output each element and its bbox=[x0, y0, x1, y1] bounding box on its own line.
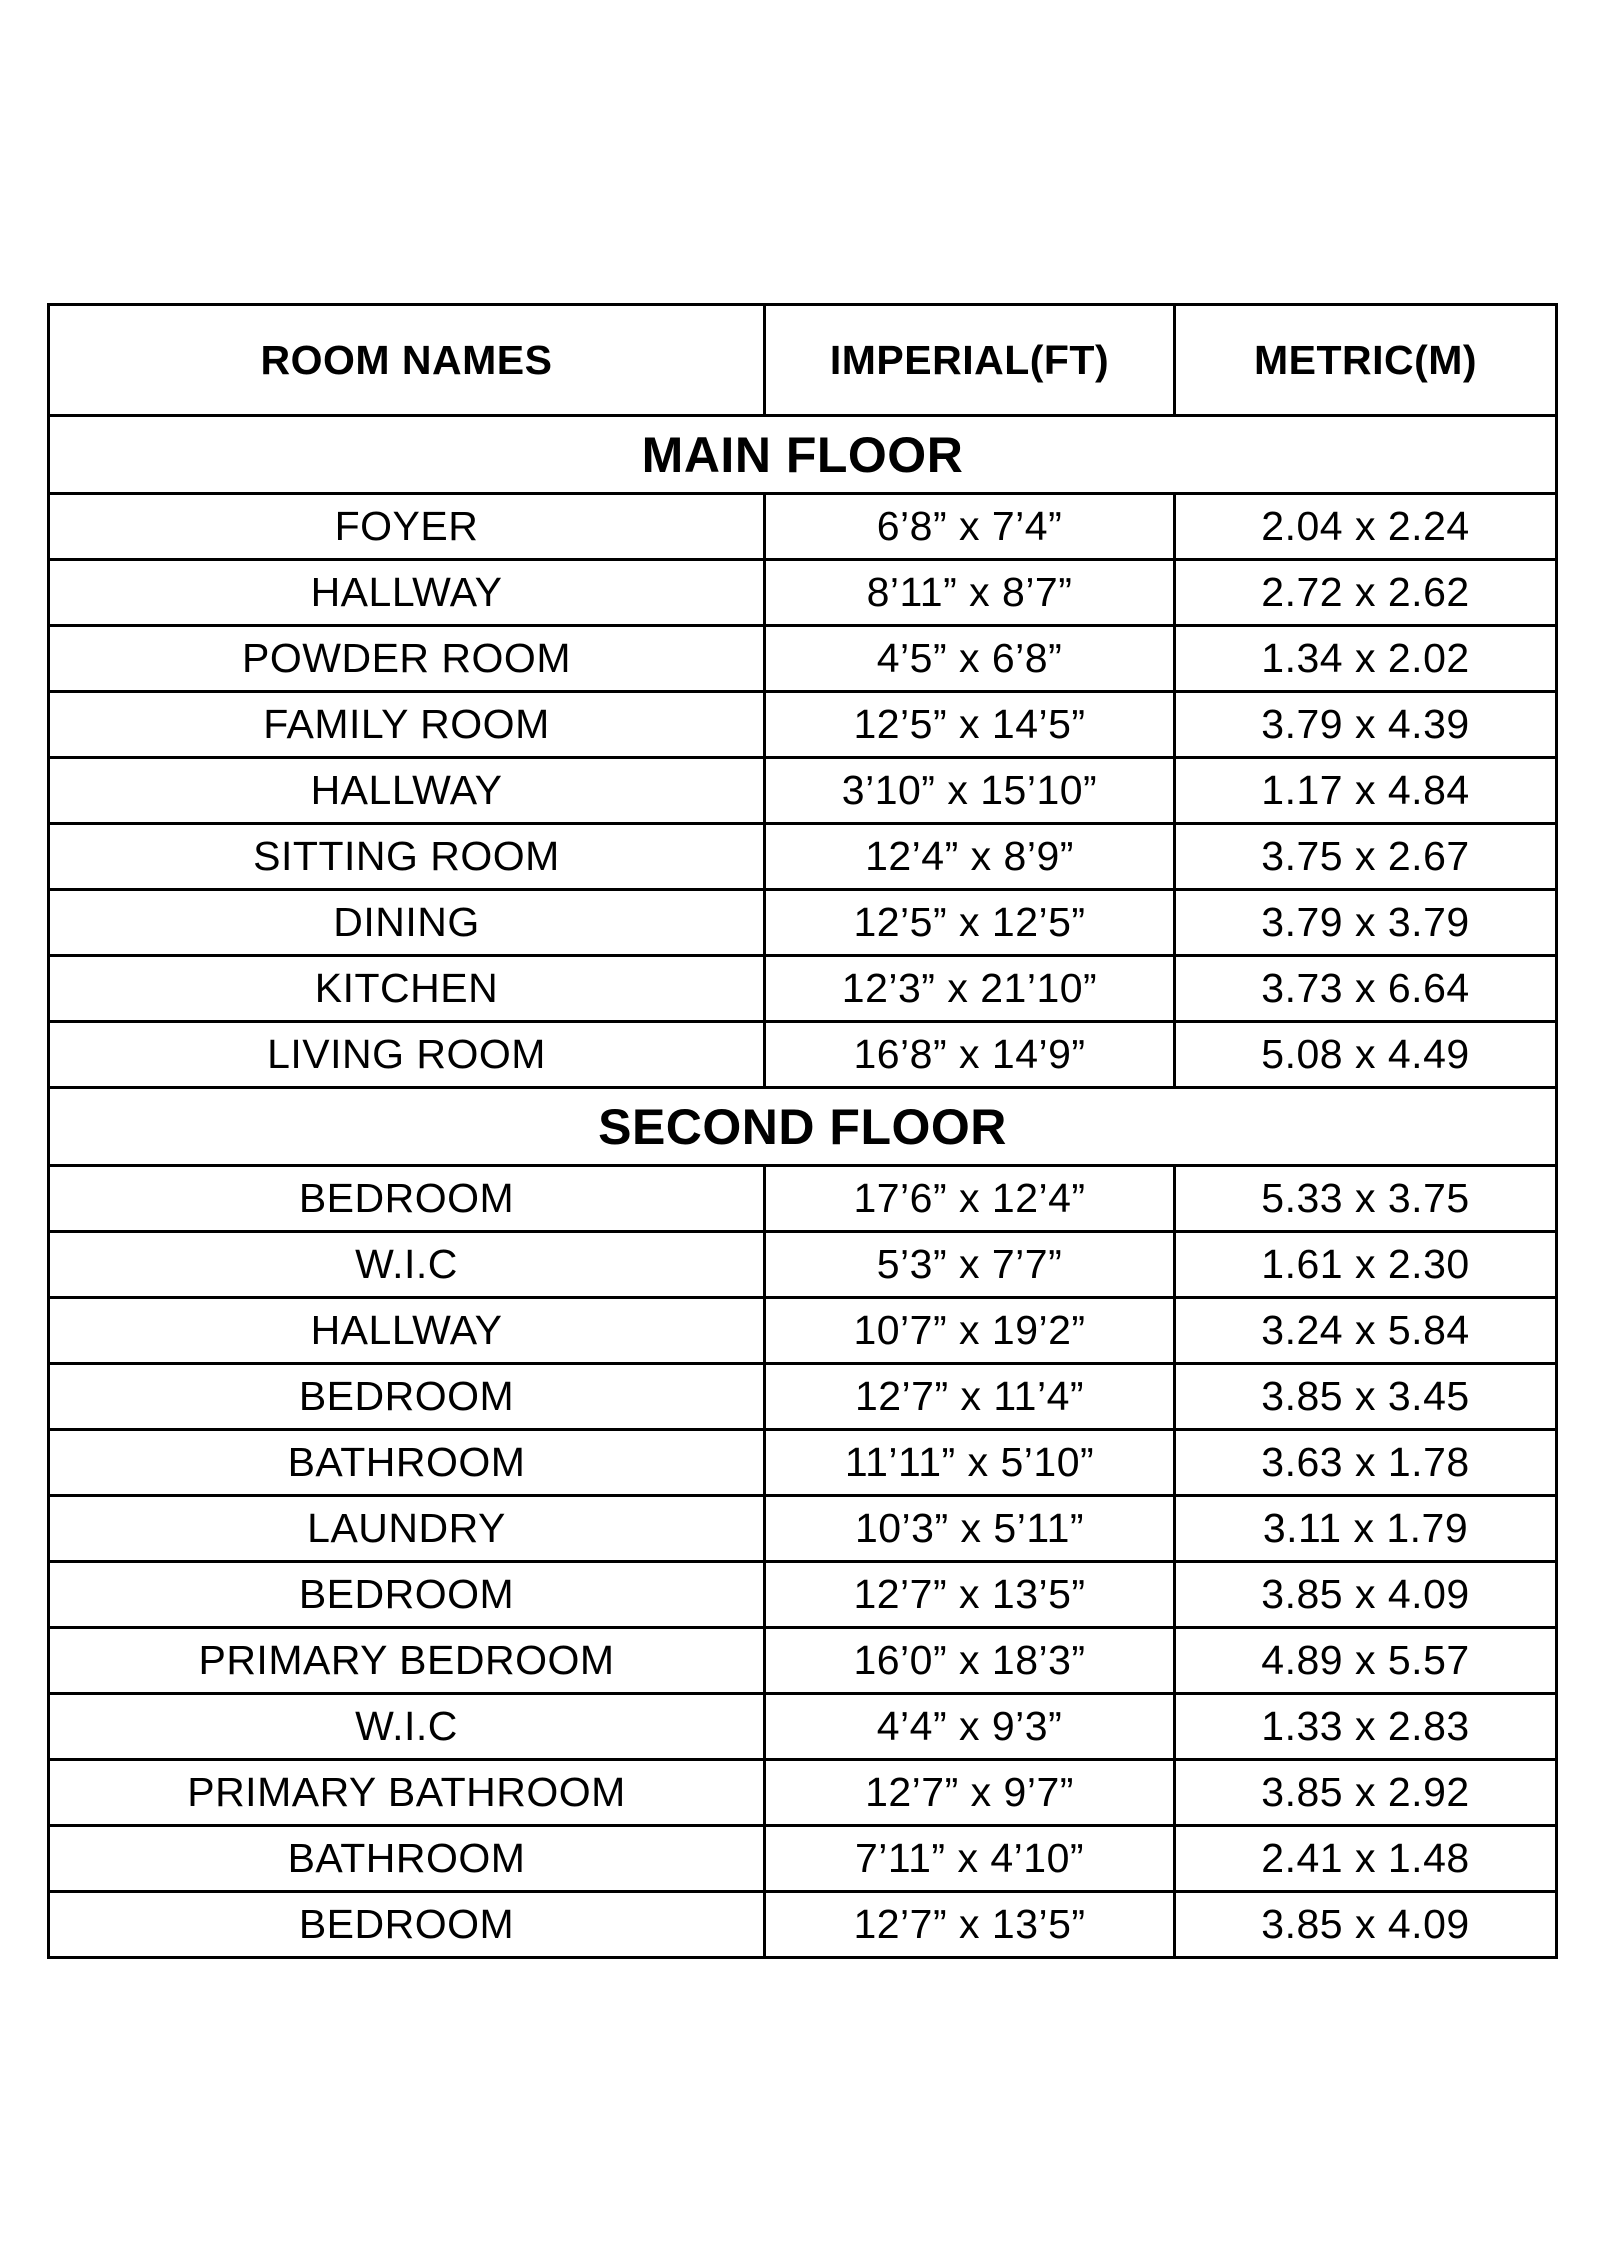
imperial-dimensions-cell: 16’0” x 18’3” bbox=[765, 1628, 1175, 1694]
table-row bbox=[49, 1364, 1557, 1430]
metric-dimensions-cell: 1.34 x 2.02 bbox=[1175, 626, 1557, 692]
table-row bbox=[49, 494, 1557, 560]
metric-dimensions-cell: 5.08 x 4.49 bbox=[1175, 1022, 1557, 1088]
room-name-cell: FAMILY ROOM bbox=[49, 692, 765, 758]
imperial-dimensions-cell: 4’4” x 9’3” bbox=[765, 1694, 1175, 1760]
metric-dimensions-cell: 3.85 x 4.09 bbox=[1175, 1892, 1557, 1958]
table-row bbox=[49, 1430, 1557, 1496]
column-header-imperial: IMPERIAL(FT) bbox=[765, 305, 1175, 416]
table-row bbox=[49, 1628, 1557, 1694]
table-row bbox=[49, 824, 1557, 890]
column-header-room-names: ROOM NAMES bbox=[49, 305, 765, 416]
room-name-cell: W.I.C bbox=[49, 1232, 765, 1298]
room-name-cell: PRIMARY BEDROOM bbox=[49, 1628, 765, 1694]
room-name-cell: FOYER bbox=[49, 494, 765, 560]
room-name-cell: POWDER ROOM bbox=[49, 626, 765, 692]
imperial-dimensions-cell: 5’3” x 7’7” bbox=[765, 1232, 1175, 1298]
room-name-cell: BEDROOM bbox=[49, 1562, 765, 1628]
table-row bbox=[49, 1826, 1557, 1892]
imperial-dimensions-cell: 11’11” x 5’10” bbox=[765, 1430, 1175, 1496]
imperial-dimensions-cell: 12’5” x 12’5” bbox=[765, 890, 1175, 956]
table-row bbox=[49, 1562, 1557, 1628]
metric-dimensions-cell: 3.79 x 3.79 bbox=[1175, 890, 1557, 956]
metric-dimensions-cell: 3.79 x 4.39 bbox=[1175, 692, 1557, 758]
room-name-cell: DINING bbox=[49, 890, 765, 956]
metric-dimensions-cell: 2.41 x 1.48 bbox=[1175, 1826, 1557, 1892]
metric-dimensions-cell: 3.75 x 2.67 bbox=[1175, 824, 1557, 890]
metric-dimensions-cell: 2.04 x 2.24 bbox=[1175, 494, 1557, 560]
column-header-metric: METRIC(M) bbox=[1175, 305, 1557, 416]
imperial-dimensions-cell: 12’5” x 14’5” bbox=[765, 692, 1175, 758]
table-row bbox=[49, 1232, 1557, 1298]
room-name-cell: SITTING ROOM bbox=[49, 824, 765, 890]
imperial-dimensions-cell: 12’7” x 13’5” bbox=[765, 1892, 1175, 1958]
imperial-dimensions-cell: 8’11” x 8’7” bbox=[765, 560, 1175, 626]
imperial-dimensions-cell: 12’4” x 8’9” bbox=[765, 824, 1175, 890]
room-name-cell: HALLWAY bbox=[49, 1298, 765, 1364]
metric-dimensions-cell: 3.73 x 6.64 bbox=[1175, 956, 1557, 1022]
room-name-cell: BEDROOM bbox=[49, 1892, 765, 1958]
table-row bbox=[49, 626, 1557, 692]
room-dimensions-table bbox=[47, 303, 1558, 1959]
table-header-row bbox=[49, 305, 1557, 416]
room-name-cell: KITCHEN bbox=[49, 956, 765, 1022]
imperial-dimensions-cell: 16’8” x 14’9” bbox=[765, 1022, 1175, 1088]
metric-dimensions-cell: 1.17 x 4.84 bbox=[1175, 758, 1557, 824]
metric-dimensions-cell: 3.11 x 1.79 bbox=[1175, 1496, 1557, 1562]
table-row bbox=[49, 1892, 1557, 1958]
table-row bbox=[49, 560, 1557, 626]
room-name-cell: LIVING ROOM bbox=[49, 1022, 765, 1088]
imperial-dimensions-cell: 17’6” x 12’4” bbox=[765, 1166, 1175, 1232]
metric-dimensions-cell: 3.24 x 5.84 bbox=[1175, 1298, 1557, 1364]
imperial-dimensions-cell: 6’8” x 7’4” bbox=[765, 494, 1175, 560]
room-name-cell: BATHROOM bbox=[49, 1826, 765, 1892]
imperial-dimensions-cell: 12’7” x 13’5” bbox=[765, 1562, 1175, 1628]
imperial-dimensions-cell: 4’5” x 6’8” bbox=[765, 626, 1175, 692]
imperial-dimensions-cell: 3’10” x 15’10” bbox=[765, 758, 1175, 824]
table-row bbox=[49, 1760, 1557, 1826]
section-row bbox=[49, 416, 1557, 494]
room-name-cell: LAUNDRY bbox=[49, 1496, 765, 1562]
imperial-dimensions-cell: 12’7” x 11’4” bbox=[765, 1364, 1175, 1430]
table-row bbox=[49, 1496, 1557, 1562]
imperial-dimensions-cell: 10’7” x 19’2” bbox=[765, 1298, 1175, 1364]
table-row bbox=[49, 1298, 1557, 1364]
room-name-cell: PRIMARY BATHROOM bbox=[49, 1760, 765, 1826]
room-name-cell: BEDROOM bbox=[49, 1364, 765, 1430]
imperial-dimensions-cell: 10’3” x 5’11” bbox=[765, 1496, 1175, 1562]
table-row bbox=[49, 692, 1557, 758]
imperial-dimensions-cell: 7’11” x 4’10” bbox=[765, 1826, 1175, 1892]
metric-dimensions-cell: 3.85 x 2.92 bbox=[1175, 1760, 1557, 1826]
table-row bbox=[49, 1022, 1557, 1088]
metric-dimensions-cell: 4.89 x 5.57 bbox=[1175, 1628, 1557, 1694]
section-title: SECOND FLOOR bbox=[49, 1088, 1557, 1166]
table-row bbox=[49, 1166, 1557, 1232]
section-title: MAIN FLOOR bbox=[49, 416, 1557, 494]
metric-dimensions-cell: 2.72 x 2.62 bbox=[1175, 560, 1557, 626]
room-name-cell: HALLWAY bbox=[49, 560, 765, 626]
metric-dimensions-cell: 3.63 x 1.78 bbox=[1175, 1430, 1557, 1496]
metric-dimensions-cell: 3.85 x 3.45 bbox=[1175, 1364, 1557, 1430]
metric-dimensions-cell: 5.33 x 3.75 bbox=[1175, 1166, 1557, 1232]
metric-dimensions-cell: 1.61 x 2.30 bbox=[1175, 1232, 1557, 1298]
room-name-cell: W.I.C bbox=[49, 1694, 765, 1760]
imperial-dimensions-cell: 12’3” x 21’10” bbox=[765, 956, 1175, 1022]
table-row bbox=[49, 890, 1557, 956]
metric-dimensions-cell: 1.33 x 2.83 bbox=[1175, 1694, 1557, 1760]
room-name-cell: BATHROOM bbox=[49, 1430, 765, 1496]
room-dimensions-sheet bbox=[47, 303, 1555, 1959]
table-row bbox=[49, 956, 1557, 1022]
table-row bbox=[49, 758, 1557, 824]
metric-dimensions-cell: 3.85 x 4.09 bbox=[1175, 1562, 1557, 1628]
imperial-dimensions-cell: 12’7” x 9’7” bbox=[765, 1760, 1175, 1826]
table-body bbox=[49, 416, 1557, 1958]
room-name-cell: HALLWAY bbox=[49, 758, 765, 824]
table-row bbox=[49, 1694, 1557, 1760]
room-name-cell: BEDROOM bbox=[49, 1166, 765, 1232]
section-row bbox=[49, 1088, 1557, 1166]
